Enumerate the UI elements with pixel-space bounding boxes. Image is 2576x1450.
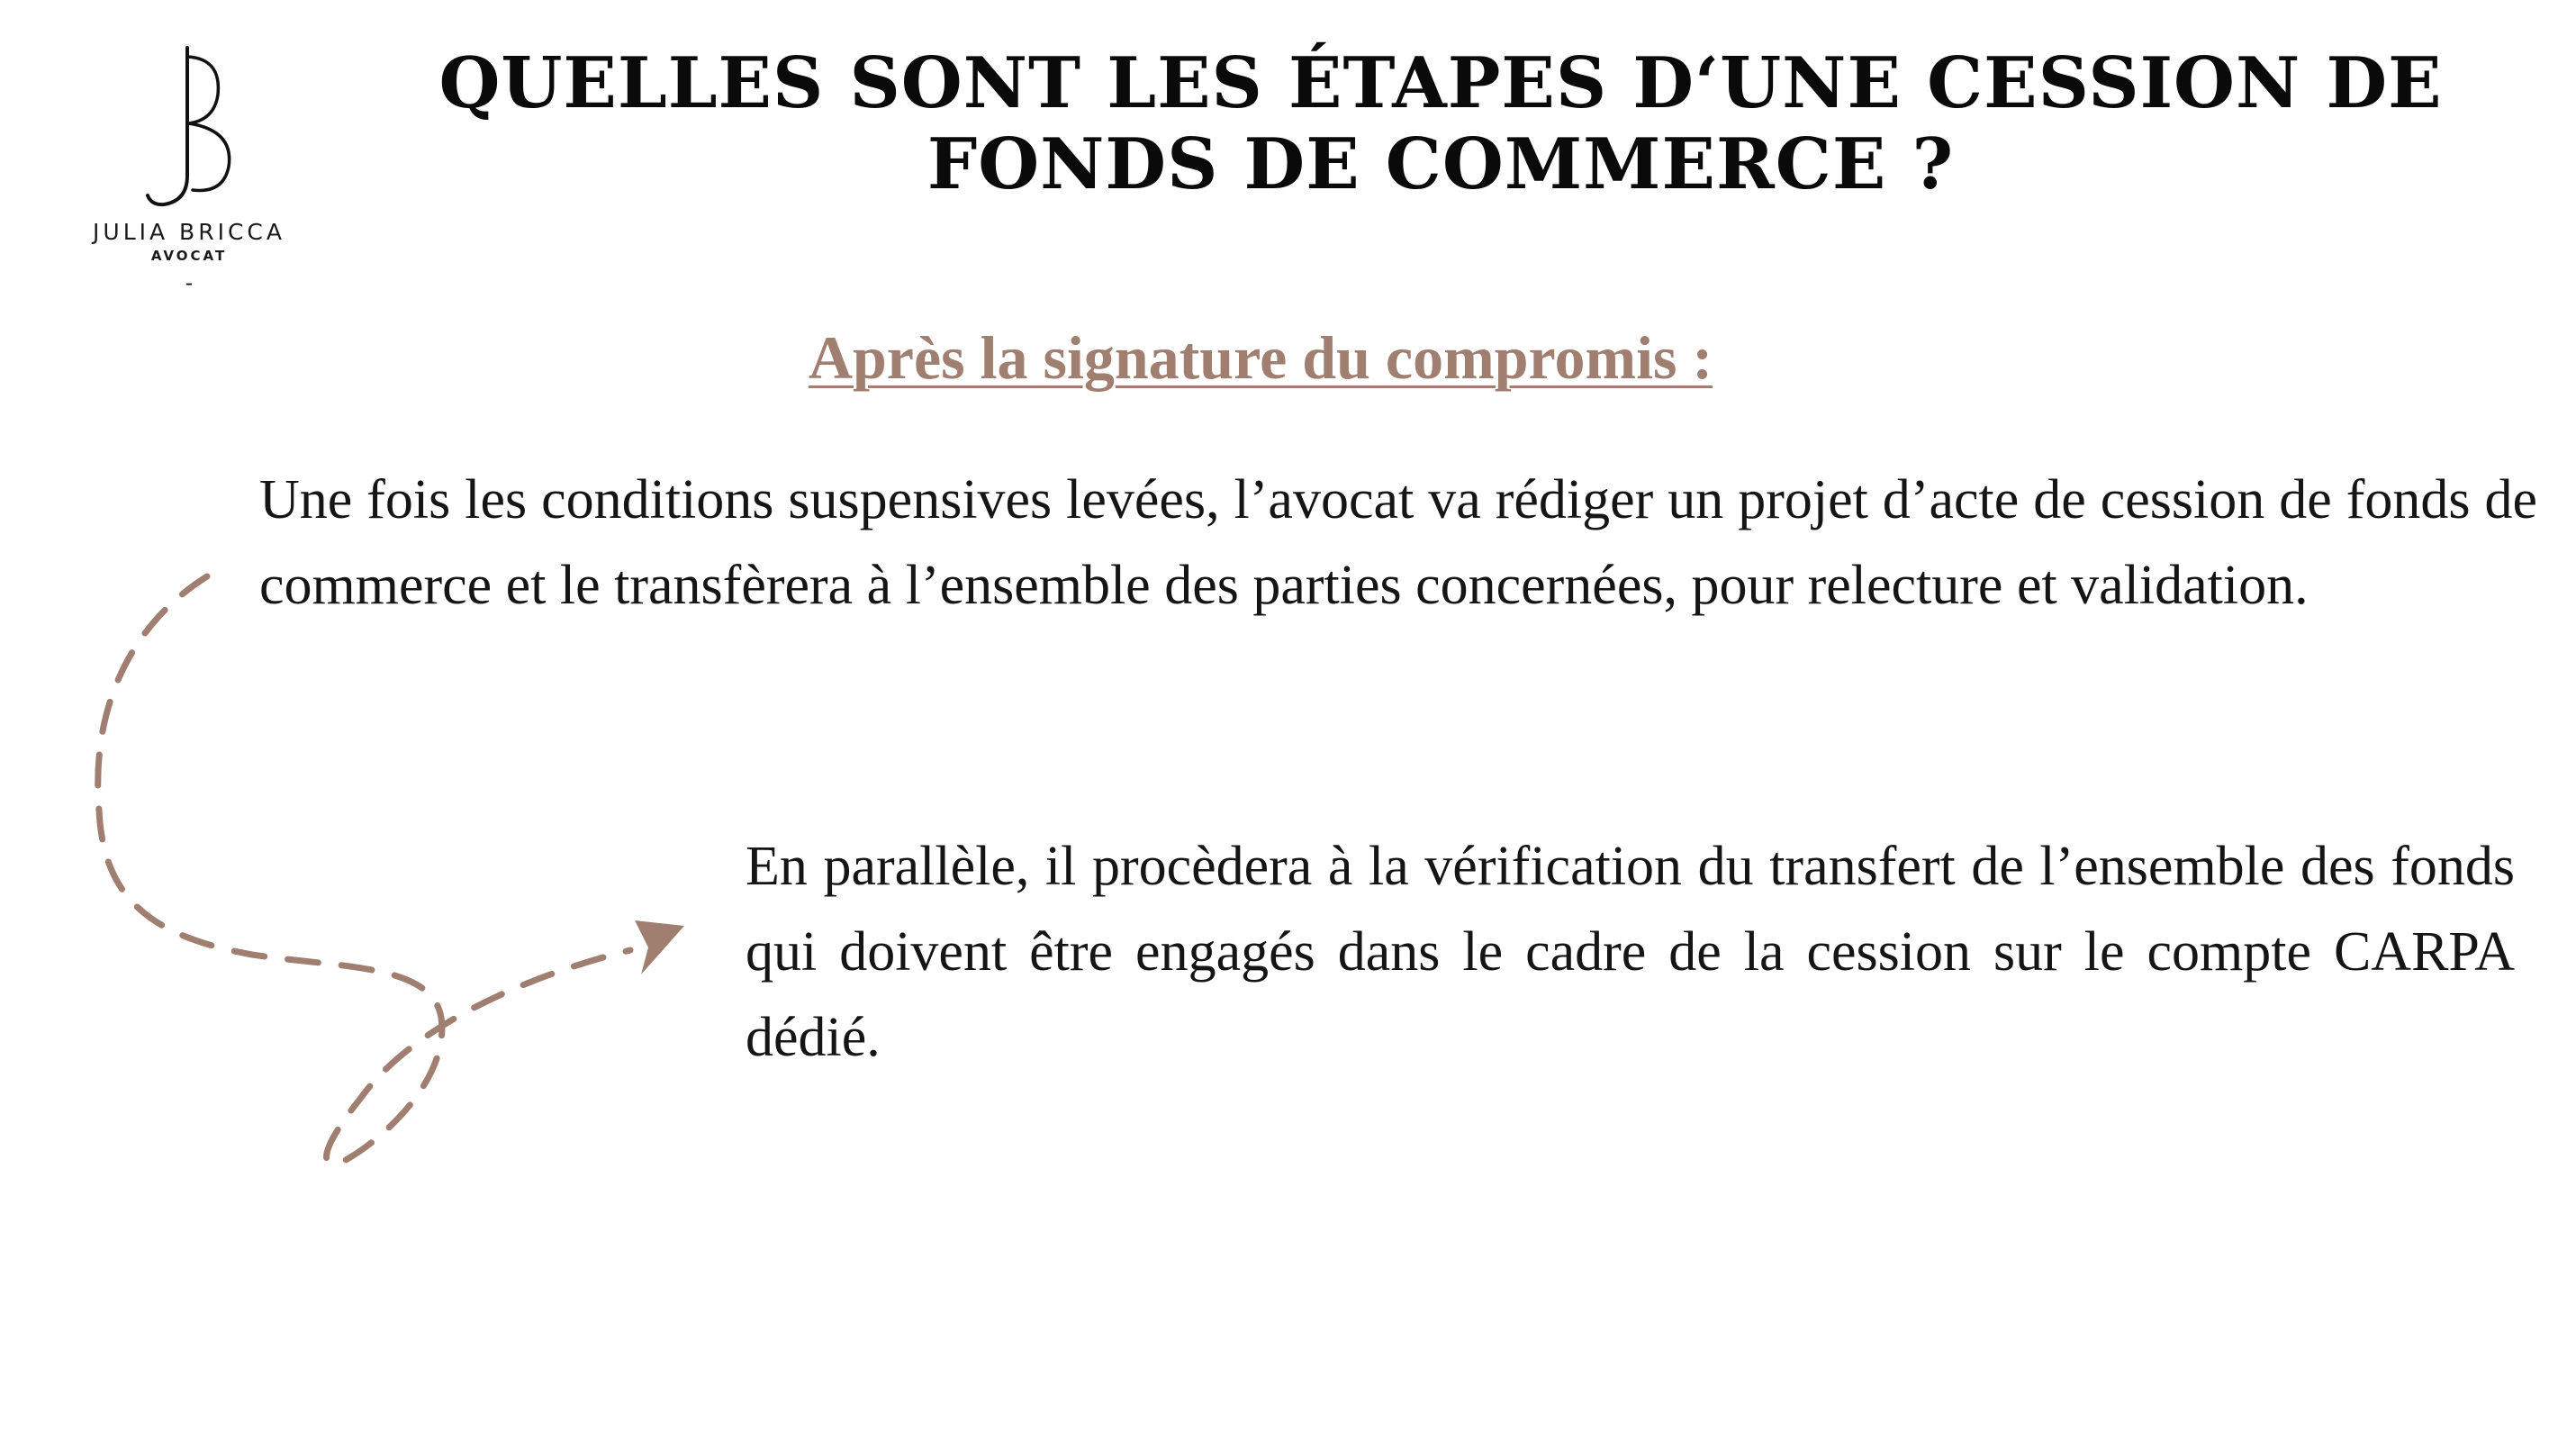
page-title: QUELLES SONT LES ÉTAPES D‘UNE CESSION DE FONDS DE COMMERCE ? xyxy=(438,42,2443,205)
paragraph-second: En parallèle, il procèdera à la vérification du transfert de l’ensemble des fonds qui doivent être engagés dans le cadre de la cession sur le compte CARPA dédié. xyxy=(746,836,2515,1068)
brand-dash: - xyxy=(185,270,194,295)
section-subtitle: Après la signature du compromis : xyxy=(808,323,1713,392)
paragraph-first: Une fois les conditions suspensives levées, l’avocat va rédiger un projet d’acte de cession de fonds de commerce et le transfèrera à l’ensemble des parties concernées, pour relecture et validation. xyxy=(259,469,2537,616)
dashed-curved-arrow-icon xyxy=(0,0,810,1261)
brand-subtitle: AVOCAT xyxy=(150,248,228,264)
brand-name: JULIA BRICCA xyxy=(93,219,285,245)
